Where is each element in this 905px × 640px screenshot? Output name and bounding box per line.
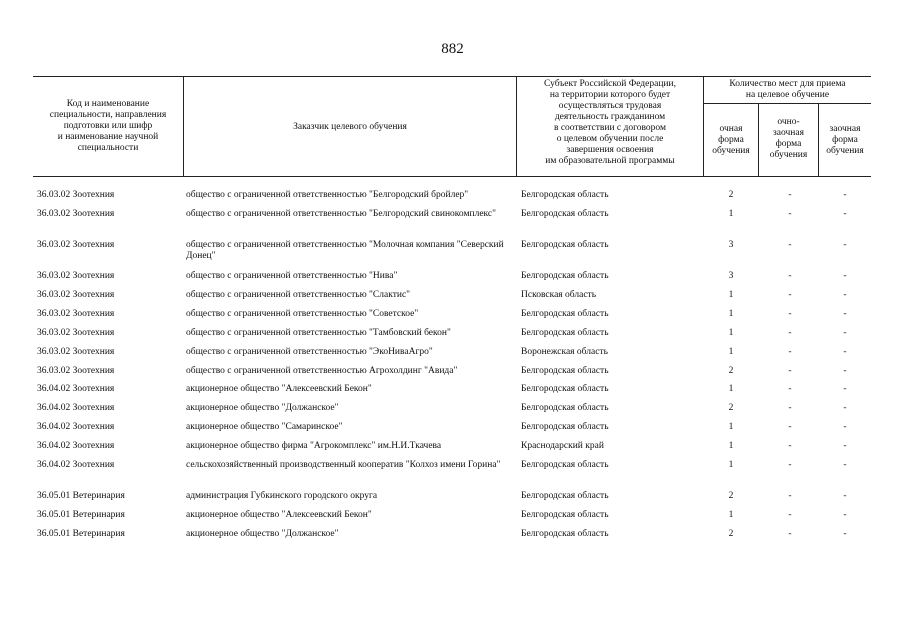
cell-region: Белгородская область: [521, 384, 609, 394]
cell-customer: сельскохозяйственный производственный кооператив "Колхоз имени Горина": [186, 460, 501, 470]
cell-distance: -: [843, 510, 847, 520]
header-text: заочная: [829, 124, 861, 134]
cell-mixed: -: [788, 328, 792, 338]
cell-region: Воронежская область: [521, 347, 608, 357]
header-text: заочная: [773, 128, 804, 138]
header-text: на территории которого будет: [549, 90, 671, 100]
header-text: обучения: [826, 146, 864, 156]
header-region: [517, 79, 703, 167]
cell-region: Краснодарский край: [521, 441, 604, 451]
cell-mixed: -: [788, 384, 792, 394]
cell-mixed: -: [788, 441, 792, 451]
header-top-rule: [33, 76, 871, 77]
cell-full-time: 2: [728, 529, 734, 539]
cell-full-time: 1: [728, 309, 734, 319]
cell-region: Белгородская область: [521, 271, 609, 281]
cell-full-time: 1: [728, 384, 734, 394]
header-text: Субъект Российской Федерации,: [544, 79, 676, 89]
cell-code: 36.04.02 Зоотехния: [37, 441, 115, 451]
cell-full-time: 2: [728, 403, 734, 413]
cell-region: Белгородская область: [521, 460, 609, 470]
cell-mixed: -: [788, 491, 792, 501]
cell-region: Белгородская область: [521, 529, 609, 539]
header-text: форма: [832, 135, 858, 145]
cell-customer: общество с ограниченной ответственностью "Тамбовский бекон": [186, 328, 451, 338]
cell-distance: -: [843, 347, 847, 357]
cell-mixed: -: [788, 209, 792, 219]
cell-region: Белгородская область: [521, 491, 609, 501]
cell-customer: общество с ограниченной ответственностью "Белгородский бройлер": [186, 190, 469, 200]
header-text: Количество мест для приема: [729, 79, 846, 89]
cell-region: Белгородская область: [521, 309, 609, 319]
cell-code: 36.04.02 Зоотехния: [37, 384, 115, 394]
cell-customer: акционерное общество "Должанское": [186, 403, 339, 413]
header-text: обучения: [712, 146, 750, 156]
cell-distance: -: [843, 290, 847, 300]
cell-full-time: 3: [728, 271, 734, 281]
cell-customer: акционерное общество фирма "Агрокомплекс" им.Н.И.Ткачева: [186, 441, 442, 451]
header-bottom-rule: [33, 176, 871, 177]
cell-mixed: -: [788, 403, 792, 413]
header-text: обучения: [769, 150, 808, 160]
cell-distance: -: [843, 384, 847, 394]
cell-distance: -: [843, 529, 847, 539]
header-text: специальности: [77, 143, 139, 153]
header-form-distance: [819, 124, 871, 157]
cell-full-time: 1: [728, 347, 734, 357]
cell-customer: общество с ограниченной ответственностью Агрохолдинг "Авида": [186, 366, 458, 376]
cell-code: 36.05.01 Ветеринария: [37, 491, 125, 501]
cell-region: Белгородская область: [521, 422, 609, 432]
cell-code: 36.03.02 Зоотехния: [37, 328, 115, 338]
header-text: очная: [719, 124, 743, 134]
cell-code: 36.03.02 Зоотехния: [37, 366, 115, 376]
cell-code: 36.03.02 Зоотехния: [37, 290, 115, 300]
header-form-full: [704, 124, 758, 157]
header-text: деятельность гражданином: [554, 112, 666, 122]
cell-code: 36.04.02 Зоотехния: [37, 460, 115, 470]
cell-customer: общество с ограниченной ответственностью "Советское": [186, 309, 419, 319]
header-places: [704, 79, 871, 101]
cell-mixed: -: [788, 510, 792, 520]
cell-region: Белгородская область: [521, 209, 609, 219]
cell-customer: акционерное общество "Алексеевский Бекон": [186, 510, 372, 520]
cell-full-time: 1: [728, 460, 734, 470]
header-text: на целевое обучение: [745, 90, 830, 100]
cell-mixed: -: [788, 422, 792, 432]
page-number: 882: [441, 41, 464, 57]
cell-distance: -: [843, 328, 847, 338]
header-text: очно-: [777, 117, 800, 127]
cell-distance: -: [843, 460, 847, 470]
header-text: Заказчик целевого обучения: [293, 122, 407, 132]
cell-code: 36.03.02 Зоотехния: [37, 190, 115, 200]
cell-customer: общество с ограниченной ответственностью "Белгородский свинокомплекс": [186, 209, 497, 219]
header-subrule: [703, 103, 871, 104]
header-text: осуществляться трудовая: [558, 101, 662, 111]
cell-full-time: 1: [728, 290, 734, 300]
cell-full-time: 2: [728, 190, 734, 200]
header-text: в соответствии с договором: [553, 123, 666, 133]
cell-mixed: -: [788, 290, 792, 300]
cell-customer: акционерное общество "Алексеевский Бекон": [186, 384, 372, 394]
cell-customer: общество с ограниченной ответственностью "Молочная компания "Северский Донец": [186, 240, 504, 261]
cell-full-time: 3: [728, 240, 734, 250]
cell-mixed: -: [788, 347, 792, 357]
header-text: завершения освоения: [566, 145, 654, 155]
cell-code: 36.04.02 Зоотехния: [37, 403, 115, 413]
cell-code: 36.03.02 Зоотехния: [37, 347, 115, 357]
cell-distance: -: [843, 309, 847, 319]
cell-full-time: 2: [728, 366, 734, 376]
cell-region: Белгородская область: [521, 328, 609, 338]
cell-region: Псковская область: [521, 290, 597, 300]
cell-customer: акционерное общество "Самаринское": [186, 422, 343, 432]
cell-region: Белгородская область: [521, 366, 609, 376]
header-code: [35, 99, 181, 154]
cell-distance: -: [843, 403, 847, 413]
cell-customer: администрация Губкинского городского округа: [186, 491, 378, 501]
header-text: форма: [775, 139, 802, 149]
cell-mixed: -: [788, 271, 792, 281]
header-text: о целевом обучении после: [556, 134, 664, 144]
cell-mixed: -: [788, 309, 792, 319]
cell-distance: -: [843, 271, 847, 281]
cell-customer: общество с ограниченной ответственностью "Нива": [186, 271, 398, 281]
cell-customer: общество с ограниченной ответственностью "ЭкоНиваАгро": [186, 347, 433, 357]
header-text: форма: [718, 135, 744, 145]
cell-mixed: -: [788, 190, 792, 200]
cell-full-time: 1: [728, 510, 734, 520]
cell-customer: акционерное общество "Должанское": [186, 529, 339, 539]
cell-full-time: 1: [728, 422, 734, 432]
cell-region: Белгородская область: [521, 240, 609, 250]
cell-full-time: 1: [728, 328, 734, 338]
cell-mixed: -: [788, 240, 792, 250]
header-form-mixed: [759, 117, 818, 161]
cell-code: 36.03.02 Зоотехния: [37, 240, 115, 250]
cell-region: Белгородская область: [521, 403, 609, 413]
cell-full-time: 2: [728, 491, 734, 501]
header-text: Код и наименование: [66, 99, 150, 109]
cell-mixed: -: [788, 366, 792, 376]
cell-customer: общество с ограниченной ответственностью "Слактис": [186, 290, 411, 300]
header-text: подготовки или шифр: [63, 121, 153, 131]
header-text: и наименование научной: [57, 132, 159, 142]
cell-distance: -: [843, 491, 847, 501]
cell-code: 36.05.01 Ветеринария: [37, 510, 125, 520]
cell-distance: -: [843, 209, 847, 219]
header-text: им образовательной программы: [545, 156, 675, 166]
cell-distance: -: [843, 441, 847, 451]
cell-full-time: 1: [728, 441, 734, 451]
cell-code: 36.04.02 Зоотехния: [37, 422, 115, 432]
cell-mixed: -: [788, 529, 792, 539]
cell-code: 36.03.02 Зоотехния: [37, 271, 115, 281]
cell-distance: -: [843, 422, 847, 432]
cell-mixed: -: [788, 460, 792, 470]
cell-full-time: 1: [728, 209, 734, 219]
cell-code: 36.03.02 Зоотехния: [37, 209, 115, 219]
cell-code: 36.05.01 Ветеринария: [37, 529, 125, 539]
cell-distance: -: [843, 366, 847, 376]
cell-region: Белгородская область: [521, 190, 609, 200]
cell-code: 36.03.02 Зоотехния: [37, 309, 115, 319]
cell-distance: -: [843, 240, 847, 250]
header-customer: [184, 122, 516, 133]
cell-region: Белгородская область: [521, 510, 609, 520]
cell-distance: -: [843, 190, 847, 200]
header-text: специальности, направления: [49, 110, 167, 120]
